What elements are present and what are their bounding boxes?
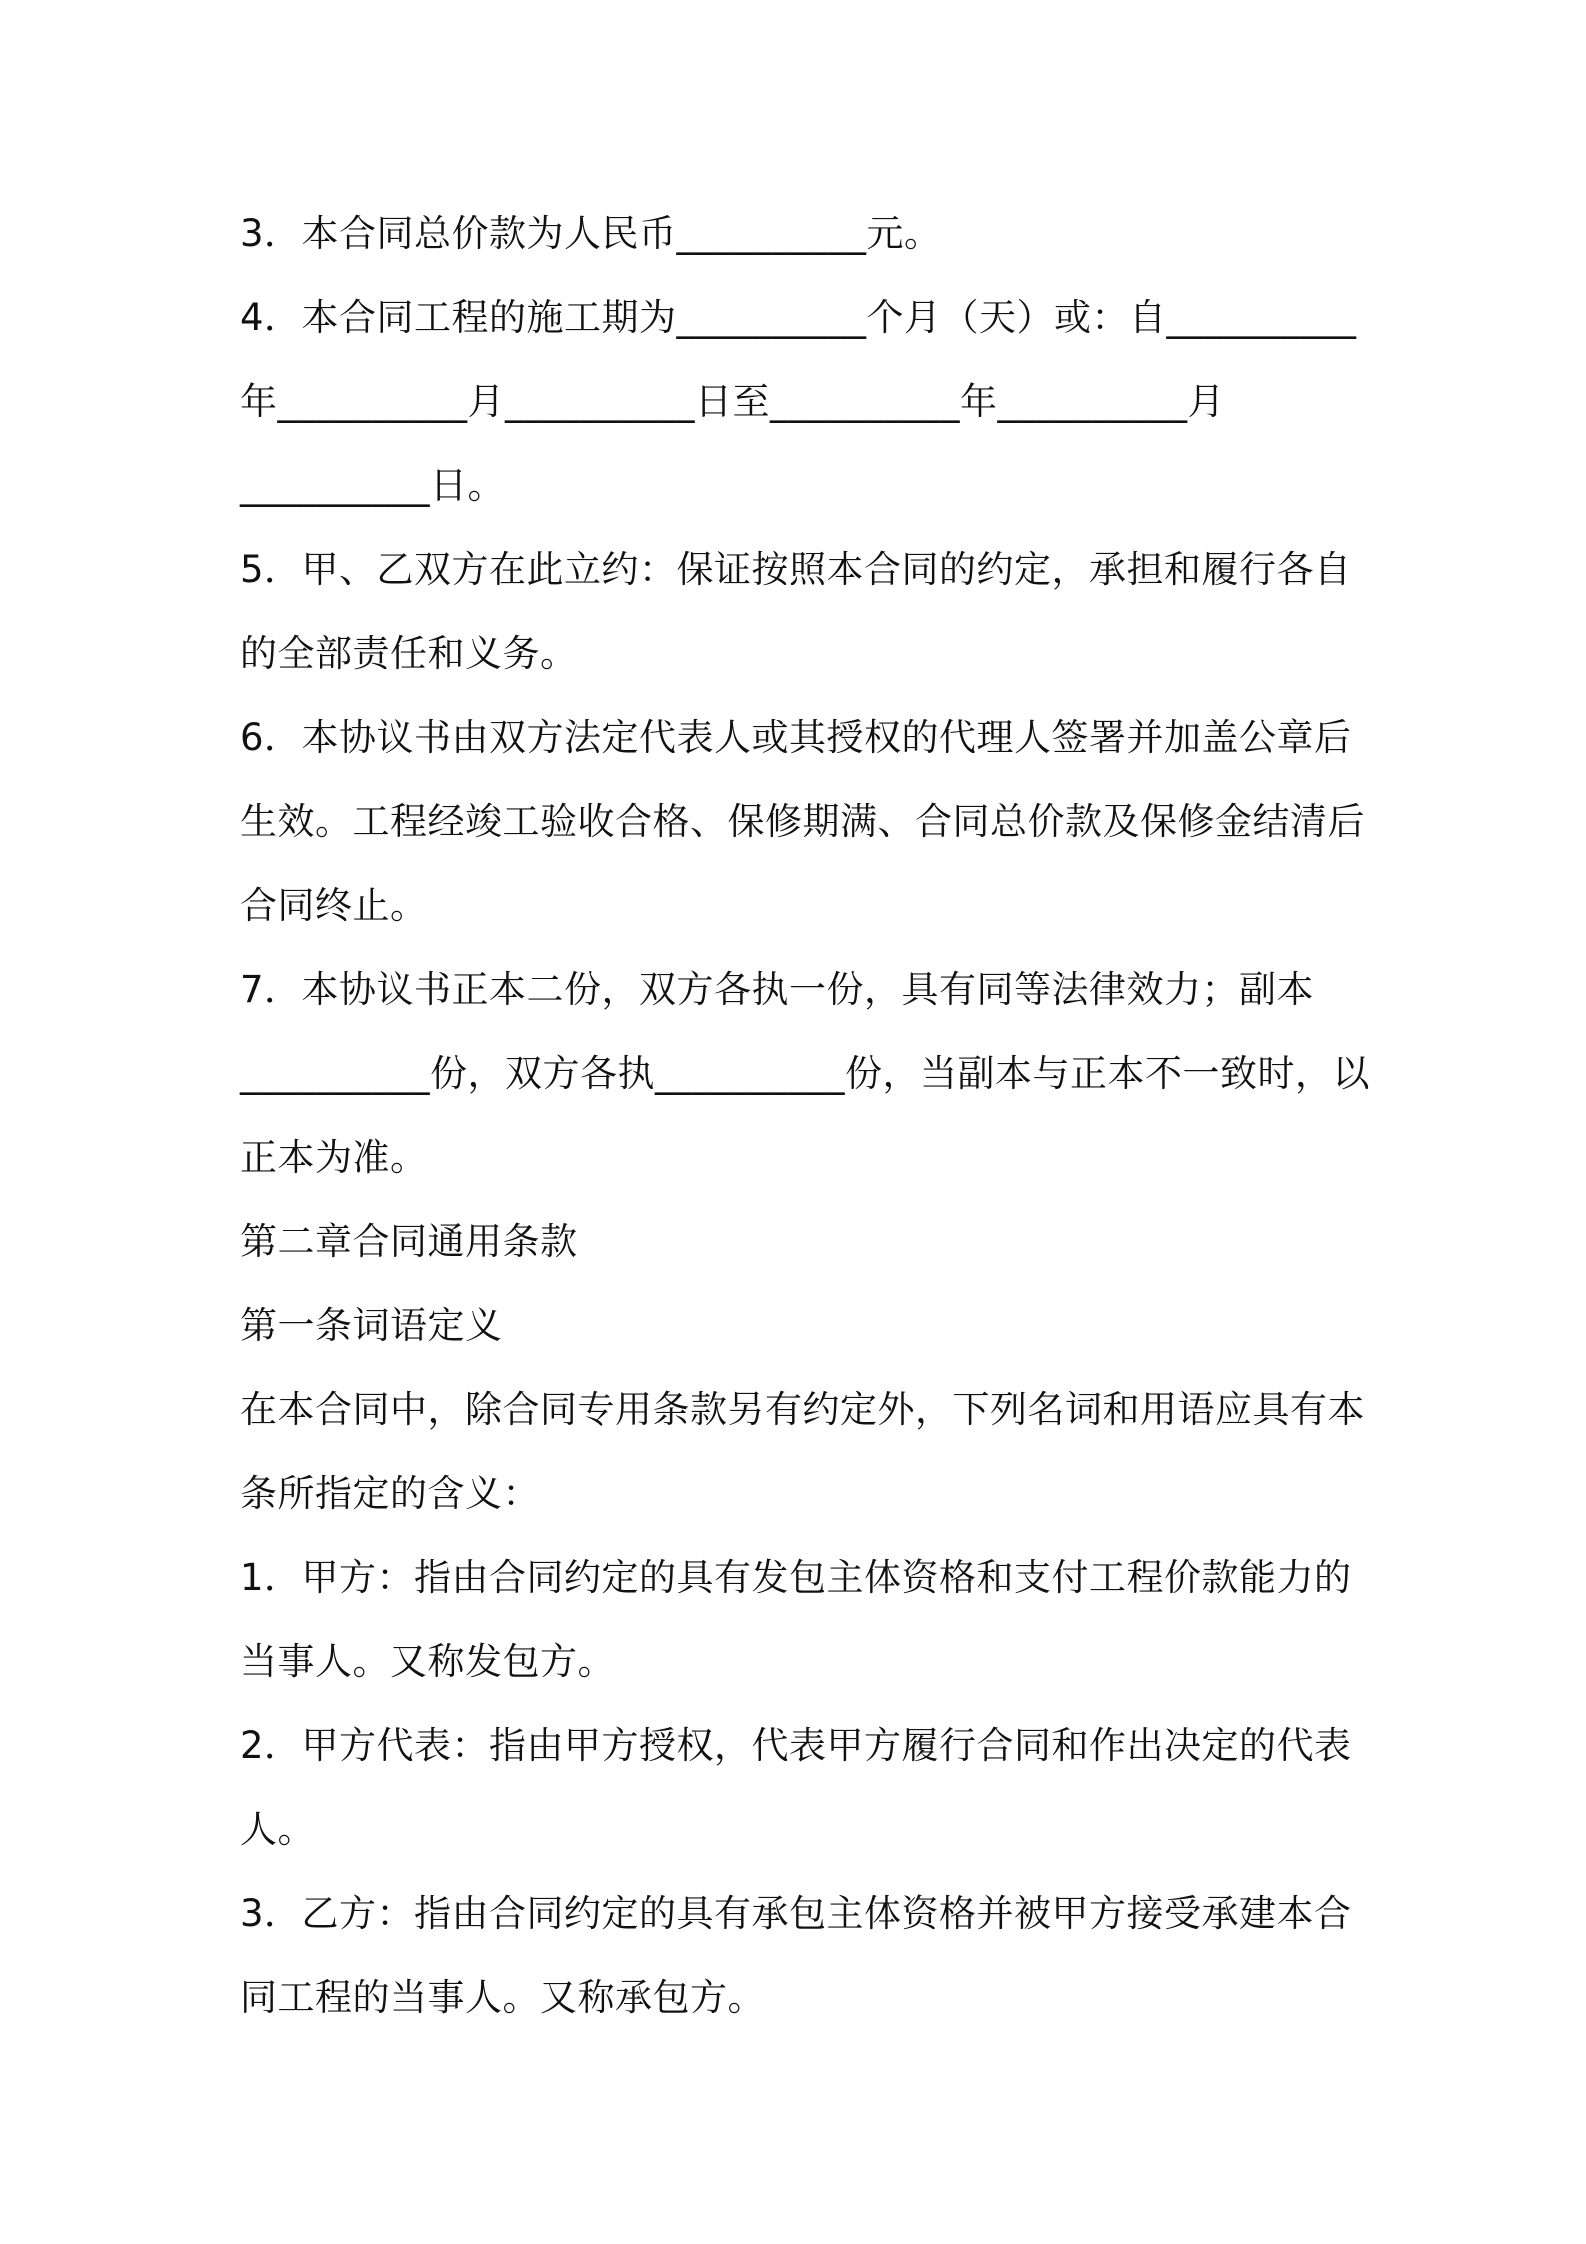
text-line: 7．本协议书正本二份，双方各执一份，具有同等法律效力；副本 — [240, 968, 1315, 1011]
text-line: 2．甲方代表：指由甲方授权，代表甲方履行合同和作出决定的代表 — [240, 1724, 1352, 1767]
text-line: __________日。 — [240, 464, 505, 507]
text-line: 当事人。又称发包方。 — [240, 1640, 615, 1683]
text-line: 4．本合同工程的施工期为__________个月（天）或：自__________ — [240, 296, 1357, 339]
text-line: 在本合同中，除合同专用条款另有约定外，下列名词和用语应具有本 — [240, 1388, 1365, 1431]
text-line: 生效。工程经竣工验收合格、保修期满、合同总价款及保修金结清后 — [240, 800, 1365, 843]
text-line: __________份，双方各执__________份，当副本与正本不一致时，以 — [240, 1052, 1370, 1095]
text-line: 合同终止。 — [240, 884, 428, 927]
text-line: 5．甲、乙双方在此立约：保证按照本合同的约定，承担和履行各自 — [240, 548, 1352, 591]
text-line: 正本为准。 — [240, 1136, 428, 1179]
text-line: 条所指定的含义： — [240, 1472, 540, 1515]
chapter-heading: 第二章合同通用条款 — [240, 1220, 578, 1263]
text-line: 6．本协议书由双方法定代表人或其授权的代理人签署并加盖公章后 — [240, 716, 1352, 759]
text-line: 3．本合同总价款为人民币__________元。 — [240, 212, 942, 255]
document-body — [240, 192, 1370, 2040]
text-line: 年__________月__________日至__________年__________月 — [240, 380, 1225, 423]
article-heading: 第一条词语定义 — [240, 1304, 503, 1347]
text-line: 的全部责任和义务。 — [240, 632, 578, 675]
text-line: 同工程的当事人。又称承包方。 — [240, 1976, 765, 2019]
text-line: 1．甲方：指由合同约定的具有发包主体资格和支付工程价款能力的 — [240, 1556, 1352, 1599]
text-line: 人。 — [240, 1808, 315, 1851]
text-line: 3．乙方：指由合同约定的具有承包主体资格并被甲方接受承建本合 — [240, 1892, 1352, 1935]
